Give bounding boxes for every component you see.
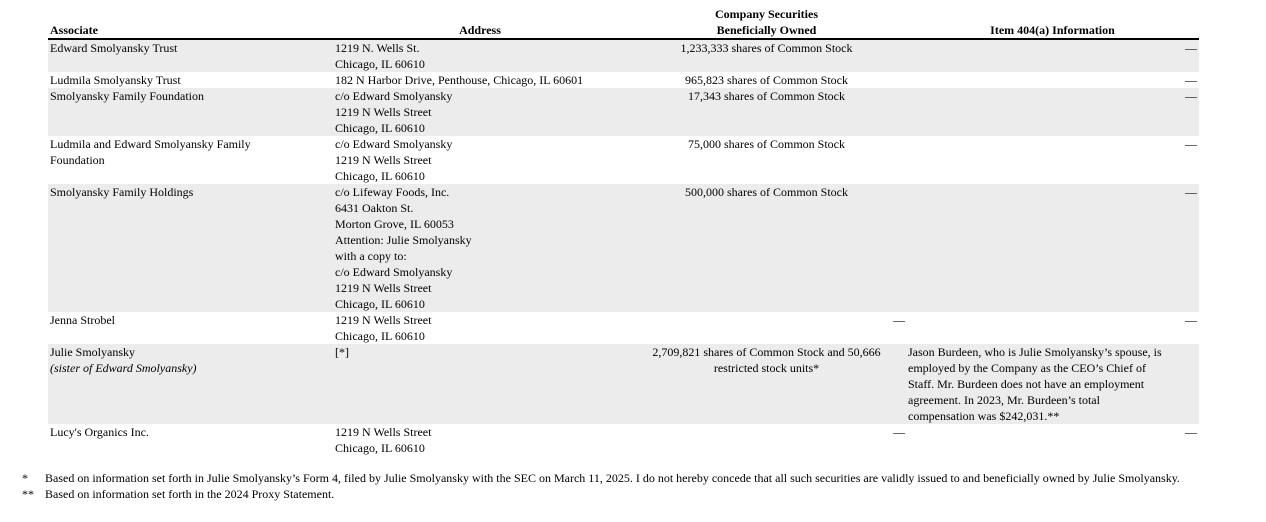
- address-cell-line: 1219 N Wells Street: [335, 281, 432, 295]
- item404-cell: [906, 72, 1199, 88]
- item404-cell-line: —: [1185, 41, 1197, 55]
- address-cell: [333, 88, 627, 136]
- address-cell-line: Chicago, IL 60610: [335, 121, 425, 135]
- table-body: [48, 39, 1199, 456]
- header-associate: Associate: [48, 6, 333, 39]
- footnote-text: Based on information set forth in Julie Smolyansky’s Form 4, filed by Julie Smolyansky with the SEC on March 11, 2025. I do not hereby concede that all such securities are validly issued to and beneficially owned by Julie Smolyansky.: [45, 471, 1180, 485]
- associate-cell-line: Smolyansky Family Foundation: [50, 89, 205, 103]
- item404-cell: [906, 136, 1199, 184]
- item404-cell: [906, 39, 1199, 72]
- table-row: [48, 344, 1199, 424]
- table-row: [48, 312, 1199, 344]
- address-cell: [333, 184, 627, 312]
- item404-cell-line: —: [1185, 89, 1197, 103]
- footnote: [22, 470, 1262, 486]
- header-item404: Item 404(a) Information: [906, 6, 1199, 39]
- item404-cell: [906, 88, 1199, 136]
- securities-cell-line: —: [893, 425, 905, 439]
- item404-cell-line: —: [1185, 425, 1197, 439]
- address-cell-line: 1219 N Wells Street: [335, 105, 432, 119]
- footnote-text: Based on information set forth in the 2024 Proxy Statement.: [45, 487, 335, 501]
- associate-cell: [48, 72, 333, 88]
- securities-cell-line: 17,343 shares of Common Stock: [688, 89, 845, 103]
- associate-cell: [48, 424, 333, 456]
- address-cell-line: 1219 N Wells Street: [335, 313, 432, 327]
- item404-cell-line: Jason Burdeen, who is Julie Smolyansky’s spouse, is: [908, 345, 1162, 359]
- associate-cell: [48, 184, 333, 312]
- associate-cell-line: Lucy's Organics Inc.: [50, 425, 149, 439]
- address-cell-line: Chicago, IL 60610: [335, 441, 425, 455]
- item404-cell-line: —: [1185, 137, 1197, 151]
- associate-cell-line: Smolyansky Family Holdings: [50, 185, 194, 199]
- securities-cell: [627, 136, 906, 184]
- item404-cell: [906, 184, 1199, 312]
- address-cell-line: c/o Edward Smolyansky: [335, 137, 453, 151]
- address-cell-line: Chicago, IL 60610: [335, 57, 425, 71]
- securities-cell-line: 500,000 shares of Common Stock: [685, 185, 848, 199]
- securities-cell-line: 965,823 shares of Common Stock: [685, 73, 848, 87]
- table-header-row: [48, 6, 1199, 39]
- securities-cell-line: 2,709,821 shares of Common Stock and 50,666: [652, 345, 881, 359]
- associate-cell-line: Foundation: [50, 153, 105, 167]
- item404-cell: [906, 344, 1199, 424]
- associate-cell-line: Ludmila and Edward Smolyansky Family: [50, 137, 251, 151]
- table-row: [48, 184, 1199, 312]
- table-row: [48, 72, 1199, 88]
- address-cell-line: Chicago, IL 60610: [335, 329, 425, 343]
- address-cell: [333, 136, 627, 184]
- securities-cell: [627, 39, 906, 72]
- table-row: [48, 39, 1199, 72]
- securities-cell-line: restricted stock units*: [713, 361, 820, 375]
- address-cell: [333, 312, 627, 344]
- address-cell-line: Chicago, IL 60610: [335, 169, 425, 183]
- address-cell: [333, 39, 627, 72]
- address-cell-line: Chicago, IL 60610: [335, 297, 425, 311]
- securities-cell-line: 75,000 shares of Common Stock: [688, 137, 845, 151]
- address-cell-line: [*]: [335, 345, 349, 359]
- footnote-mark: *: [22, 471, 28, 485]
- associate-relation-note: (sister of Edward Smolyansky): [50, 361, 197, 375]
- securities-cell: [627, 424, 906, 456]
- securities-cell-line: —: [893, 313, 905, 327]
- item404-cell: [906, 312, 1199, 344]
- address-cell-line: c/o Lifeway Foods, Inc.: [335, 185, 450, 199]
- securities-cell: [627, 88, 906, 136]
- table-row: [48, 424, 1199, 456]
- associate-cell: [48, 312, 333, 344]
- address-cell-line: c/o Edward Smolyansky: [335, 265, 453, 279]
- header-securities-line2: Beneficially Owned: [716, 23, 817, 37]
- table-row: [48, 136, 1199, 184]
- associate-cell-line: Edward Smolyansky Trust: [50, 41, 178, 55]
- associate-cell-line: Julie Smolyansky: [50, 345, 136, 359]
- securities-cell-line: 1,233,333 shares of Common Stock: [680, 41, 853, 55]
- item404-cell-line: —: [1185, 185, 1197, 199]
- address-cell: [333, 344, 627, 424]
- securities-cell: [627, 72, 906, 88]
- associate-cell-line: Ludmila Smolyansky Trust: [50, 73, 181, 87]
- address-cell-line: 1219 N Wells Street: [335, 153, 432, 167]
- address-cell-line: with a copy to:: [335, 249, 407, 263]
- item404-cell-line: agreement. In 2023, Mr. Burdeen’s total: [908, 393, 1100, 407]
- address-cell-line: 1219 N. Wells St.: [335, 41, 420, 55]
- securities-cell: [627, 344, 906, 424]
- associate-cell: [48, 344, 333, 424]
- securities-cell: [627, 184, 906, 312]
- address-cell: [333, 72, 627, 88]
- address-cell-line: Attention: Julie Smolyansky: [335, 233, 472, 247]
- item404-cell-line: —: [1185, 73, 1197, 87]
- address-cell-line: 1219 N Wells Street: [335, 425, 432, 439]
- header-securities: [627, 6, 906, 39]
- item404-cell-line: —: [1185, 313, 1197, 327]
- associates-table: [48, 6, 1199, 456]
- footnote-mark: **: [22, 487, 34, 501]
- associate-cell-line: Jenna Strobel: [50, 313, 115, 327]
- address-cell-line: Morton Grove, IL 60053: [335, 217, 454, 231]
- address-cell-line: 6431 Oakton St.: [335, 201, 414, 215]
- securities-cell: [627, 312, 906, 344]
- header-address: Address: [333, 6, 627, 39]
- footnotes: [22, 470, 1262, 502]
- table-row: [48, 88, 1199, 136]
- address-cell-line: 182 N Harbor Drive, Penthouse, Chicago, IL 60601: [335, 73, 584, 87]
- footnote: [22, 486, 1262, 502]
- associate-cell: [48, 88, 333, 136]
- associate-cell: [48, 39, 333, 72]
- associate-cell: [48, 136, 333, 184]
- item404-cell-line: employed by the Company as the CEO’s Chief of: [908, 361, 1146, 375]
- item404-cell-line: Staff. Mr. Burdeen does not have an employment: [908, 377, 1145, 391]
- item404-cell: [906, 424, 1199, 456]
- address-cell-line: c/o Edward Smolyansky: [335, 89, 453, 103]
- item404-cell-line: compensation was $242,031.**: [908, 409, 1060, 423]
- header-securities-line1: Company Securities: [715, 7, 818, 21]
- address-cell: [333, 424, 627, 456]
